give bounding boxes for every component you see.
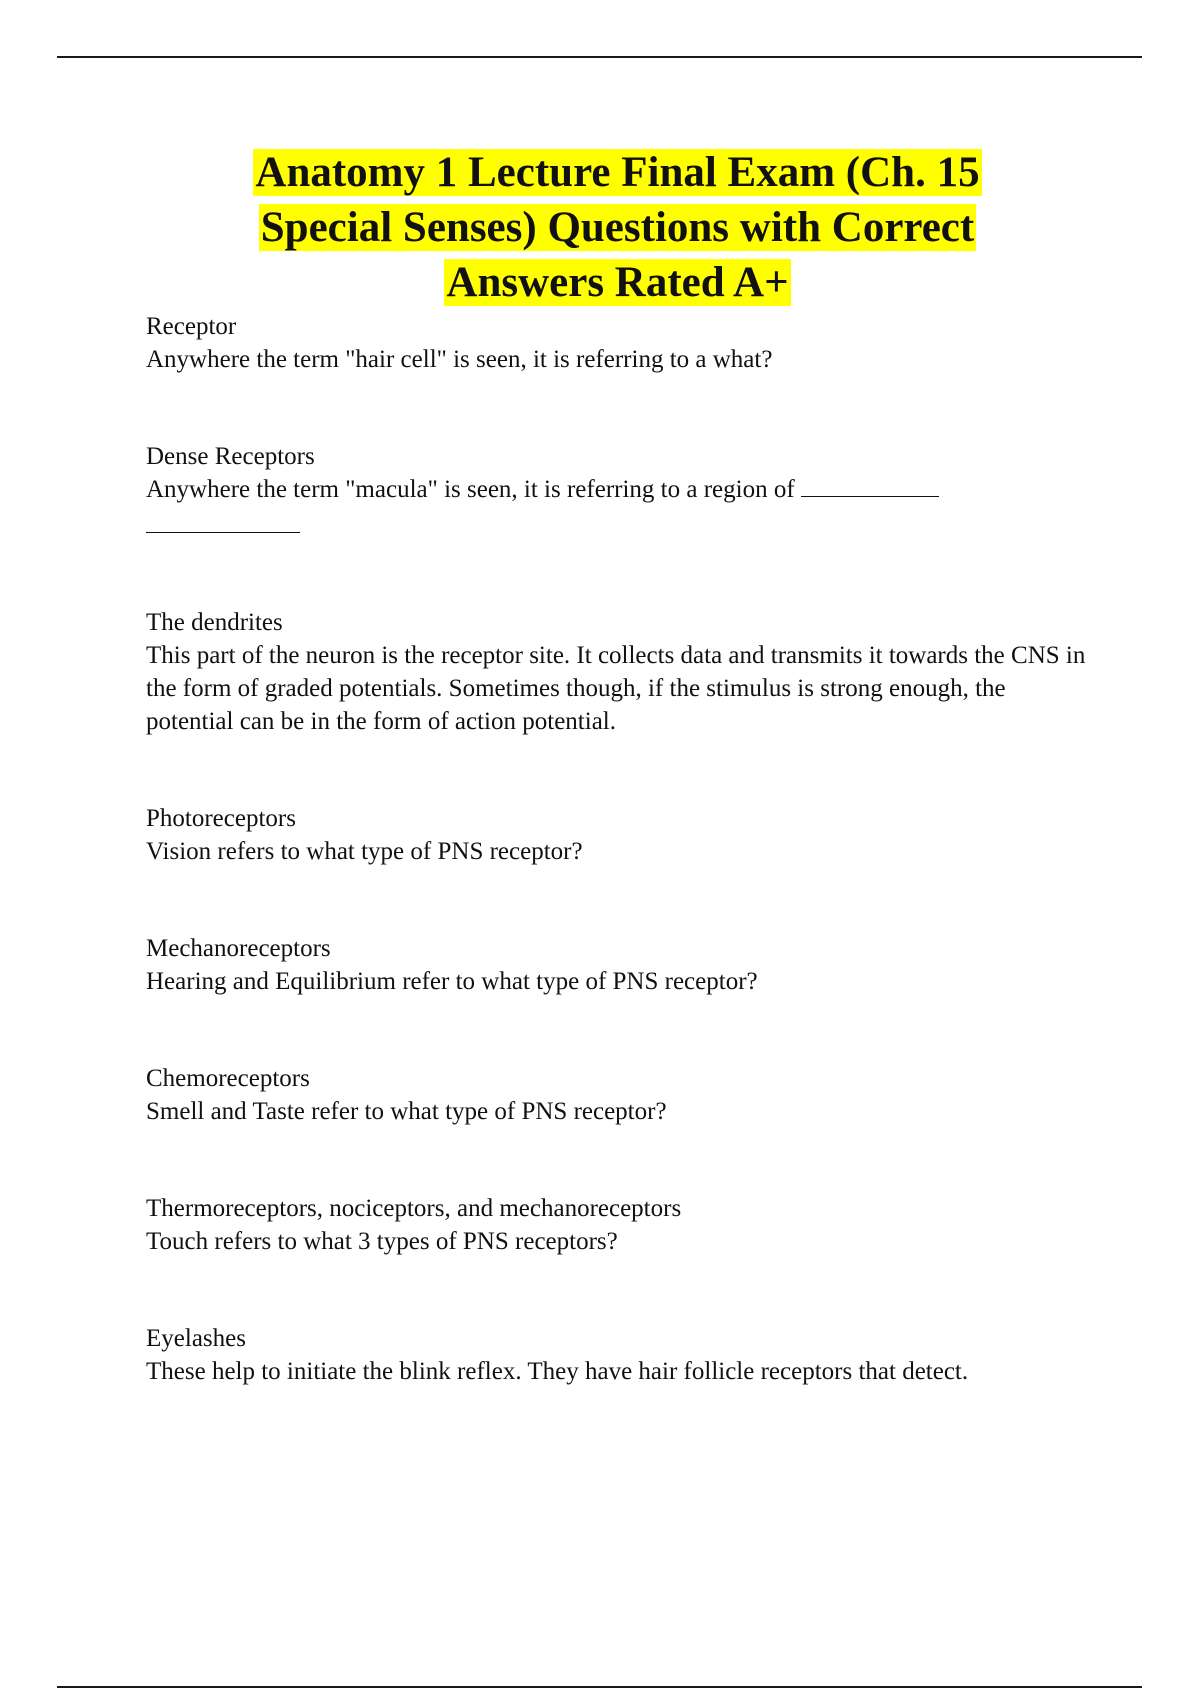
title-line-1: Anatomy 1 Lecture Final Exam (Ch. 15 bbox=[255, 149, 980, 196]
qa-answer: Chemoreceptors bbox=[146, 1065, 310, 1092]
qa-question: Hearing and Equilibrium refer to what type of PNS receptor? bbox=[146, 968, 758, 995]
title-line-3: Answers Rated A+ bbox=[446, 259, 789, 306]
qa-answer: Thermoreceptors, nociceptors, and mechanoreceptors bbox=[146, 1195, 682, 1222]
qa-item-touch-receptors bbox=[146, 1192, 1086, 1258]
qa-question: These help to initiate the blink reflex. They have hair follicle receptors that detect. bbox=[146, 1358, 969, 1385]
qa-question: Vision refers to what type of PNS receptor? bbox=[146, 838, 583, 865]
qa-question: Anywhere the term "macula" is seen, it is referring to a region of bbox=[146, 476, 795, 503]
qa-item-chemoreceptors bbox=[146, 1062, 1086, 1128]
qa-list bbox=[146, 310, 1086, 1388]
qa-answer: Dense Receptors bbox=[146, 443, 315, 470]
qa-question: This part of the neuron is the receptor site. It collects data and transmits it towards the CNS in the form of graded potentials. Sometimes though, if the stimulus is strong enough, the potential can be in the form of action potential. bbox=[146, 642, 1086, 735]
qa-item-photoreceptors bbox=[146, 802, 1086, 868]
qa-answer: The dendrites bbox=[146, 609, 283, 636]
qa-question: Smell and Taste refer to what type of PNS receptor? bbox=[146, 1098, 667, 1125]
qa-item-dendrites bbox=[146, 606, 1086, 738]
footer-rule bbox=[57, 1686, 1142, 1688]
title-heading bbox=[90, 145, 1145, 310]
qa-question: Anywhere the term "hair cell" is seen, it is referring to a what? bbox=[146, 346, 773, 373]
qa-item-eyelashes bbox=[146, 1322, 1086, 1388]
qa-answer: Photoreceptors bbox=[146, 805, 296, 832]
qa-question-wrap bbox=[146, 473, 1086, 506]
fill-in-blank bbox=[146, 510, 300, 533]
qa-answer: Mechanoreceptors bbox=[146, 935, 331, 962]
qa-answer: Receptor bbox=[146, 313, 237, 340]
fill-in-blank bbox=[801, 474, 939, 497]
qa-item-receptor bbox=[146, 310, 1086, 376]
qa-question: Touch refers to what 3 types of PNS receptors? bbox=[146, 1228, 618, 1255]
header-rule bbox=[57, 56, 1142, 58]
qa-answer: Eyelashes bbox=[146, 1325, 246, 1352]
qa-blank-line bbox=[146, 506, 1086, 542]
qa-item-mechanoreceptors bbox=[146, 932, 1086, 998]
title-line-2: Special Senses) Questions with Correct bbox=[260, 204, 975, 251]
qa-item-dense-receptors bbox=[146, 440, 1086, 542]
document-title bbox=[90, 145, 1145, 310]
